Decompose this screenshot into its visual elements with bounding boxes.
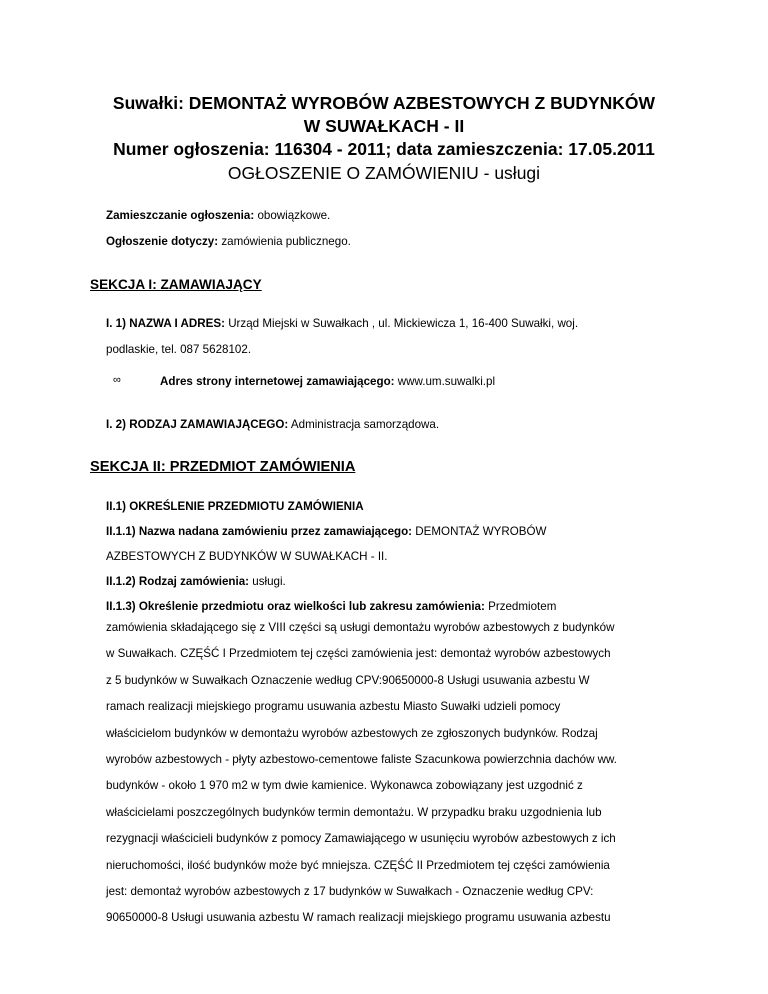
scope-line: budynków - około 1 970 m2 w tym dwie kamienice. Wykonawca zobowiązany jest uzgodnić z [106, 779, 583, 793]
web-line [160, 375, 495, 388]
scope-line: 90650000-8 Usługi usuwania azbestu W ramach realizacji miejskiego programu usuwania azbestu [106, 911, 611, 925]
web-value: www.um.suwalki.pl [397, 375, 496, 388]
placement-line [106, 209, 330, 222]
section-1-type-label: I. 2) RODZAJ ZAMAWIAJĄCEGO: [106, 418, 289, 431]
order-name-line [106, 525, 546, 538]
order-name-label: II.1.1) Nazwa nadana zamówieniu przez zamawiającego: [106, 525, 413, 538]
scope-line: nieruchomości, ilość budynków może być mniejsza. CZĘŚĆ II Przedmiotem tej części zamówienia [106, 858, 610, 872]
title-line-2: W SUWAŁKACH - II [303, 116, 465, 136]
section-2-sub1 [106, 500, 364, 513]
scope-line: wyrobów azbestowych - płyty azbestowo-cementowe faliste Szacunkowa powierzchnia dachów ww. [106, 753, 618, 767]
section-2-heading: SEKCJA II: PRZEDMIOT ZAMÓWIENIA [90, 459, 356, 475]
web-label: Adres strony internetowej zamawiającego: [160, 375, 395, 388]
section-1-type-value: Administracja samorządowa. [290, 418, 440, 431]
section-1-type-line [106, 418, 439, 431]
section-1-name-cont: podlaskie, tel. 087 5628102. [106, 343, 252, 356]
scope-line: z 5 budynków w Suwałkach Oznaczenie według CPV:90650000-8 Usługi usuwania azbestu W [106, 673, 590, 687]
scope-line: właścicielom budynków w demontażu wyrobów azbestowych ze zgłoszonych budynków. Rodzaj [106, 726, 598, 740]
section-1-name-value: Urząd Miejski w Suwałkach , ul. Mickiewicza 1, 16-400 Suwałki, woj. [228, 317, 579, 330]
placement-label: Zamieszczanie ogłoszenia: [106, 209, 255, 222]
order-kind-value: usługi. [252, 575, 286, 588]
order-scope-first: Przedmiotem [488, 600, 557, 613]
order-kind-line [106, 575, 286, 588]
bullet-icon: ∞ [113, 374, 121, 386]
section-1-heading: SEKCJA I: ZAMAWIAJĄCY [90, 277, 262, 292]
scope-line: zamówienia składającego się z VIII części są usługi demontażu wyrobów azbestowych z budynków [106, 621, 615, 634]
section-1-name-label: I. 1) NAZWA I ADRES: [106, 317, 225, 330]
order-scope-line [106, 600, 556, 613]
scope-line: ramach realizacji miejskiego programu usuwania azbestu Miasto Suwałki udzieli pomocy [106, 700, 561, 714]
concerns-line [106, 235, 351, 248]
title-line-3: Numer ogłoszenia: 116304 - 2011; data zamieszczenia: 17.05.2011 [113, 139, 655, 159]
order-scope-label: II.1.3) Określenie przedmiotu oraz wielkości lub zakresu zamówienia: [106, 600, 485, 613]
title-line-1: Suwałki: DEMONTAŻ WYROBÓW AZBESTOWYCH Z BUDYNKÓW [112, 93, 656, 113]
order-kind-label: II.1.2) Rodzaj zamówienia: [106, 575, 250, 588]
scope-line: właścicielami poszczególnych budynków termin demontażu. W przypadku braku uzgodnienia lub [106, 805, 602, 819]
scope-line: w Suwałkach. CZĘŚĆ I Przedmiotem tej części zamówienia jest: demontaż wyrobów azbestowych [106, 647, 611, 661]
placement-value: obowiązkowe. [257, 209, 331, 222]
section-2-sub1-label: II.1) OKREŚLENIE PRZEDMIOTU ZAMÓWIENIA [106, 500, 364, 513]
order-name-value: DEMONTAŻ WYROBÓW [415, 525, 547, 538]
scope-line: jest: demontaż wyrobów azbestowych z 17 budynków w Suwałkach - Oznaczenie według CPV: [106, 885, 594, 899]
title-subtitle: OGŁOSZENIE O ZAMÓWIENIU - usługi [227, 163, 541, 183]
scope-line: rezygnacji właścicieli budynków z pomocy Zamawiającego w usunięciu wyrobów azbestowych z ich [106, 832, 616, 846]
title-block [0, 92, 768, 185]
order-name-cont: AZBESTOWYCH Z BUDYNKÓW W SUWAŁKACH - II. [106, 550, 388, 563]
section-1-name-line [106, 317, 578, 330]
concerns-label: Ogłoszenie dotyczy: [106, 235, 219, 248]
order-scope-body [106, 615, 706, 932]
concerns-value: zamówienia publicznego. [221, 235, 351, 248]
